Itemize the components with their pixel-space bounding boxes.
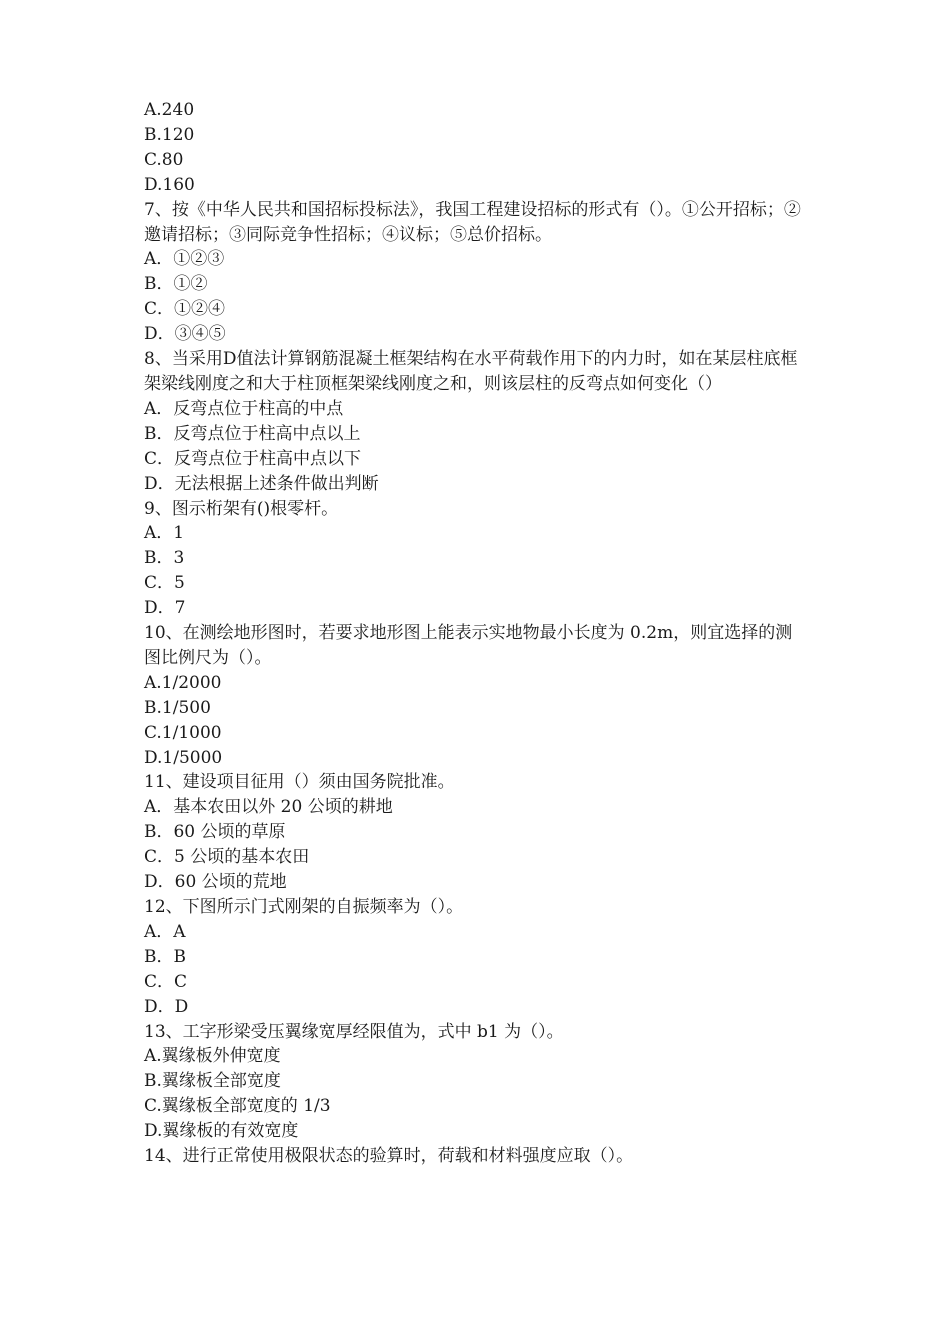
option-line: A.1/2000 [144, 672, 222, 693]
option-line: D.160 [144, 174, 195, 195]
option-line: B．B [144, 946, 186, 967]
option-line: C．5 公顷的基本农田 [144, 847, 310, 868]
option-line: D.1/5000 [144, 747, 223, 768]
question-13: 13、工字形梁受压翼缘宽厚经限值为，式中 b1 为（）。 [144, 1021, 564, 1042]
option-line: A．①②③ [144, 249, 225, 270]
option-line: A.翼缘板外伸宽度 [144, 1046, 281, 1067]
option-line: A．A [144, 921, 186, 942]
option-line: B．①② [144, 274, 208, 295]
option-line: A．基本农田以外 20 公顷的耕地 [144, 797, 393, 818]
option-line: A.240 [144, 100, 195, 120]
option-line: C．C [144, 971, 188, 992]
option-line: B．60 公顷的草原 [144, 822, 286, 843]
document-body [144, 98, 809, 1169]
option-line: B.120 [144, 124, 195, 145]
question-14: 14、进行正常使用极限状态的验算时，荷载和材料强度应取（）。 [144, 1146, 634, 1167]
question-8: 8、当采用D值法计算钢筋混凝土框架结构在水平荷载作用下的内力时，如在某层柱底框架梁线刚度之和大于柱顶框架梁线刚度之和，则该层柱的反弯点如何变化（） [144, 349, 798, 394]
option-line: B.翼缘板全部宽度 [144, 1071, 281, 1092]
option-line: C.1/1000 [144, 722, 222, 743]
question-10: 10、在测绘地形图时，若要求地形图上能表示实地物最小长度为 0.2m，则宜选择的测图比例尺为（）。 [144, 623, 793, 668]
option-line: D．③④⑤ [144, 324, 226, 345]
option-line: C．反弯点位于柱高中点以下 [144, 448, 362, 469]
option-line: C．①②④ [144, 299, 226, 320]
option-line: D．7 [144, 598, 186, 619]
option-line: B.1/500 [144, 697, 211, 718]
question-12: 12、下图所示门式刚架的自振频率为（）。 [144, 897, 464, 917]
question-7: 7、按《中华人民共和国招标投标法》，我国工程建设招标的形式有（）。①公开招标；②邀请招标；③同际竞争性招标；④议标；⑤总价招标。 [144, 199, 801, 245]
option-line: C.80 [144, 149, 184, 170]
option-line: A．反弯点位于柱高的中点 [144, 398, 344, 419]
question-9: 9、图示桁架有()根零杆。 [144, 498, 339, 519]
option-line: B．3 [144, 548, 185, 569]
option-line: C．5 [144, 573, 185, 594]
option-line: C.翼缘板全部宽度的 1/3 [144, 1096, 331, 1117]
option-line: A．1 [144, 523, 185, 544]
option-line: B．反弯点位于柱高中点以上 [144, 423, 361, 444]
question-11: 11、建设项目征用（）须由国务院批准。 [144, 772, 455, 793]
option-line: D．D [144, 996, 189, 1017]
option-line: D．无法根据上述条件做出判断 [144, 473, 379, 494]
option-line: D．60 公顷的荒地 [144, 872, 287, 893]
option-line: D.翼缘板的有效宽度 [144, 1121, 299, 1142]
